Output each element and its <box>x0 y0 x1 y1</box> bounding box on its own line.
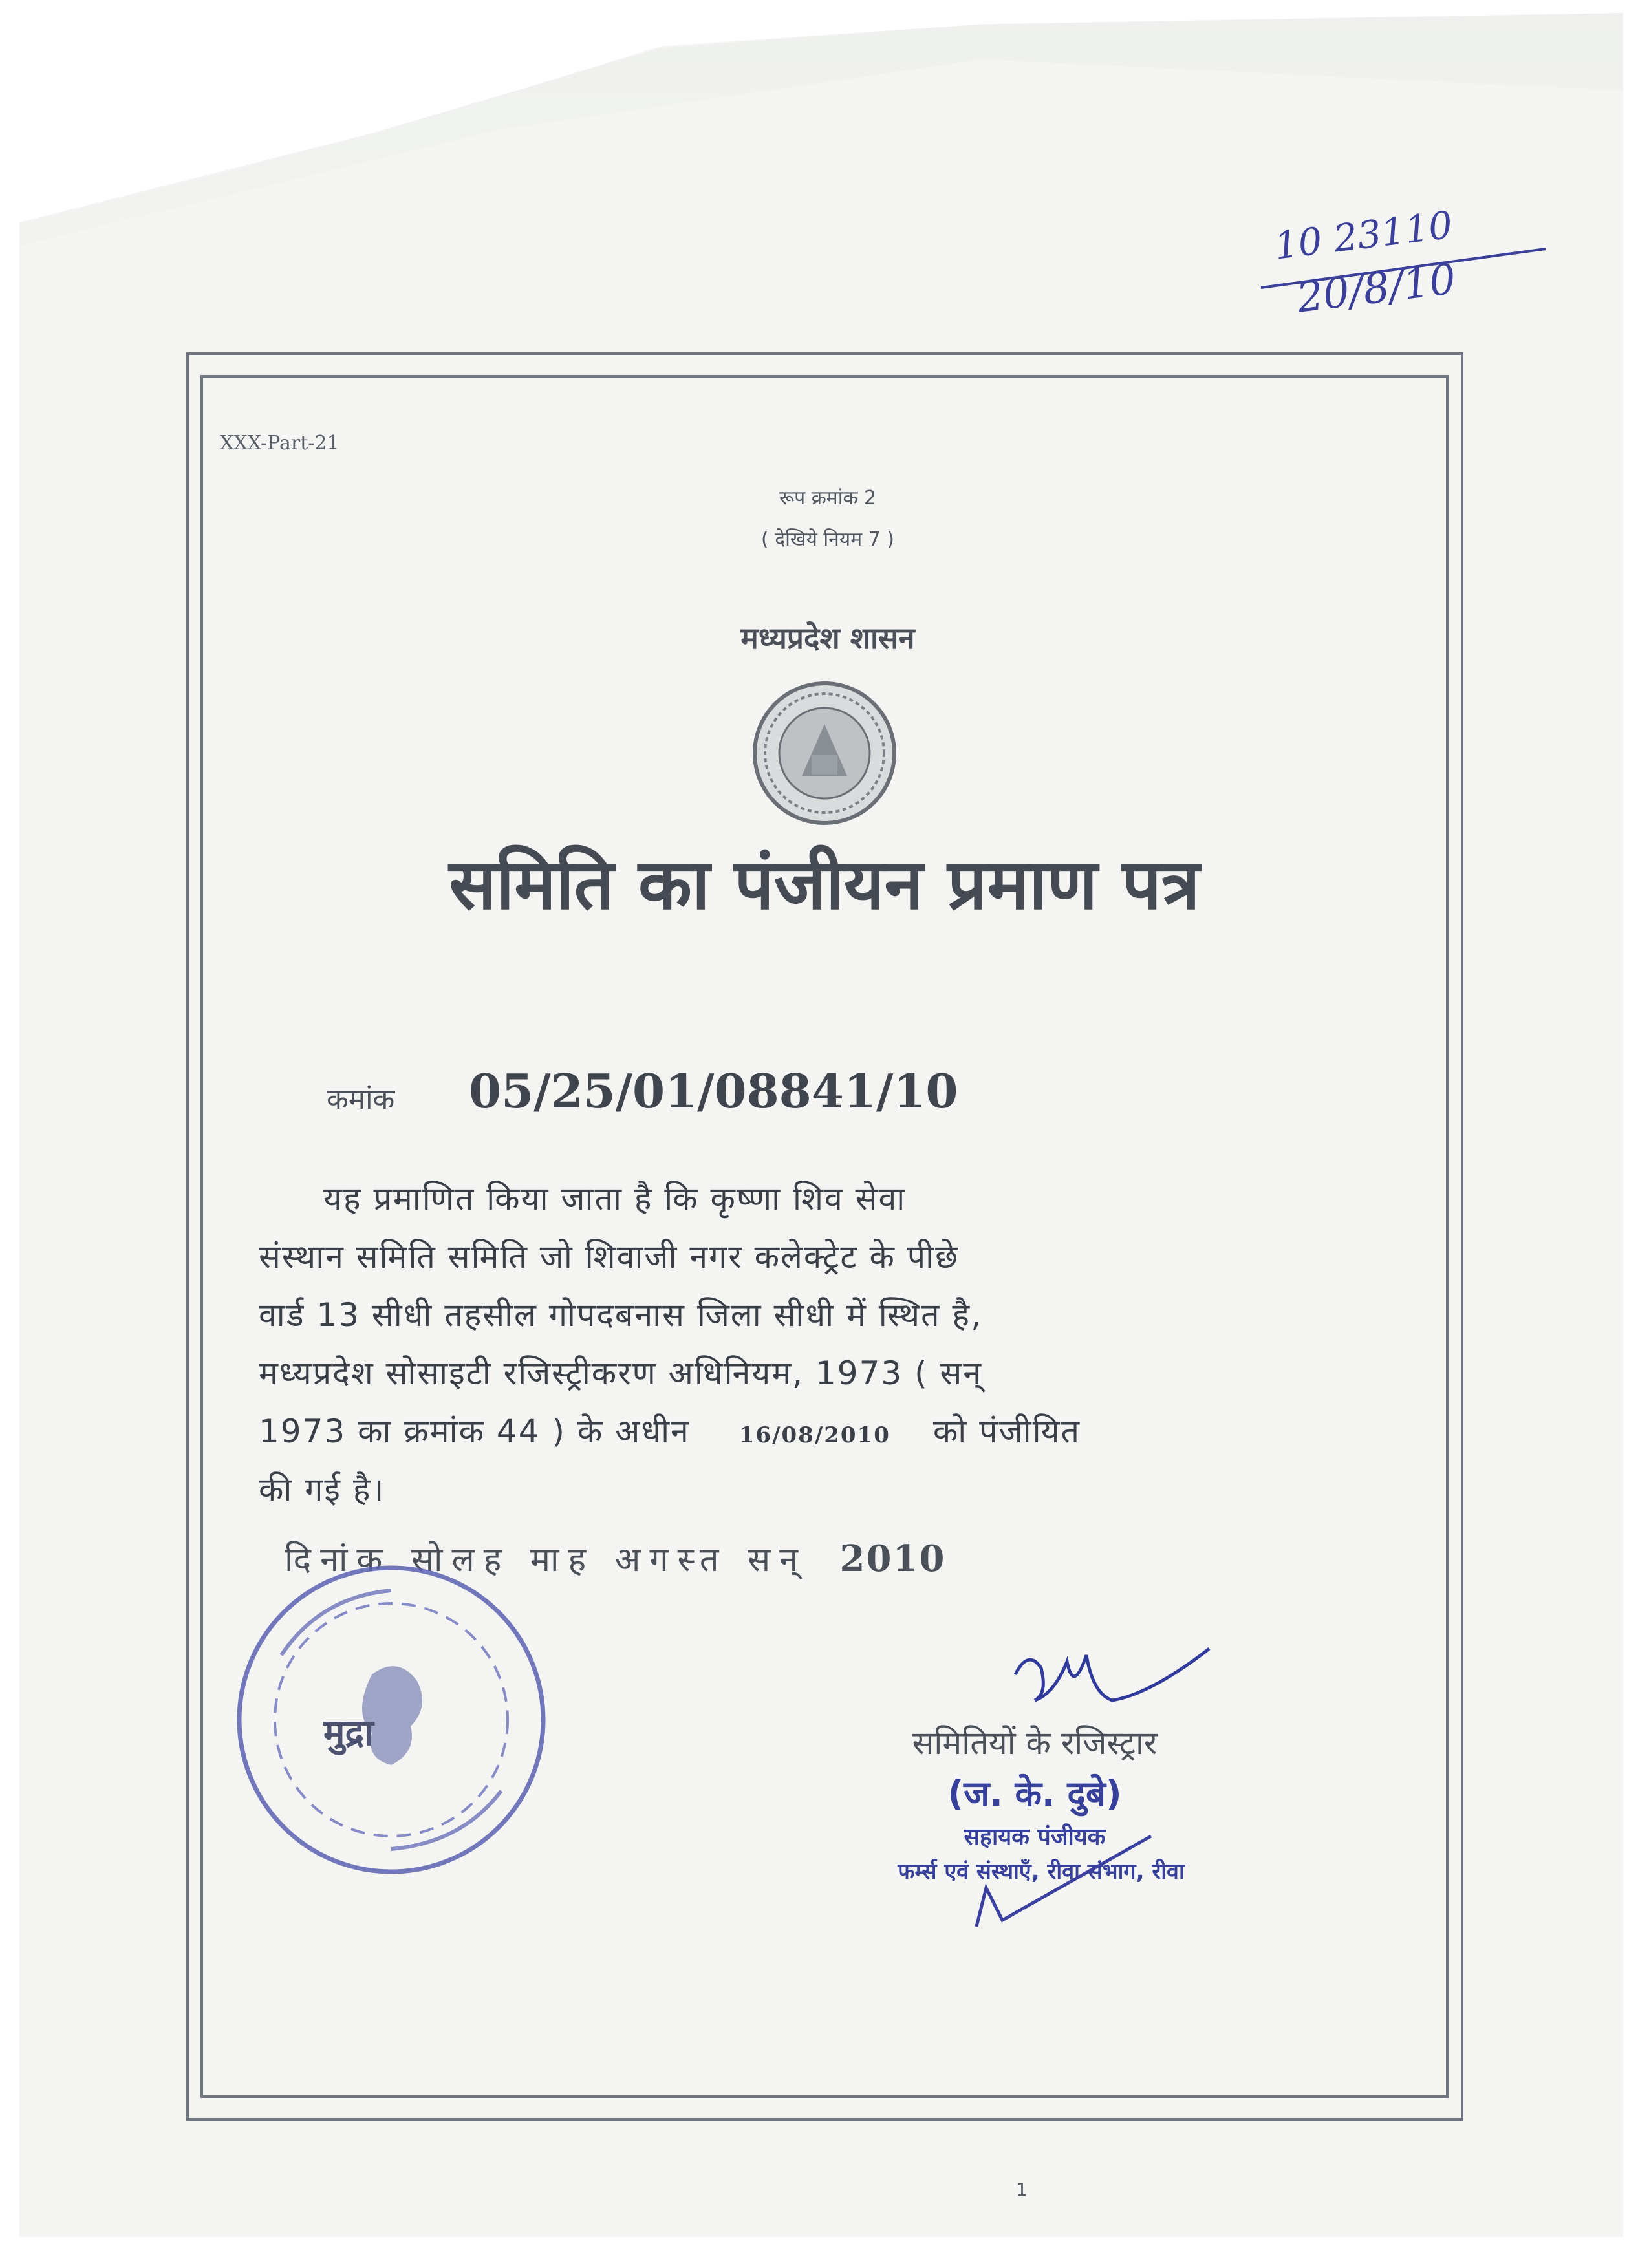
body-line-4: मध्यप्रदेश सोसाइटी रजिस्ट्रीकरण अधिनियम, 1973 ( सन् <box>259 1354 983 1392</box>
signatory-title: सहायक पंजीयक <box>964 1824 1106 1850</box>
registration-number-label: कमांक <box>327 1083 395 1116</box>
registration-date: 16/08/2010 <box>738 1422 890 1448</box>
body-line-3: वार्ड 13 सीधी तहसील गोपदबनास जिला सीधी में स्थित है, <box>259 1296 982 1334</box>
signatory-designation: समितियों के रजिस्ट्रार <box>912 1724 1158 1762</box>
body-line-5 <box>259 1408 1229 1452</box>
page-number: 1 <box>1016 2179 1028 2200</box>
registration-number: 05/25/01/08841/10 <box>469 1064 958 1118</box>
form-number: रूप क्रमांक 2 <box>779 487 877 509</box>
government-heading: मध्यप्रदेश शासन <box>740 621 915 656</box>
signatory-name: (ज. के. दुबे) <box>947 1773 1122 1814</box>
state-emblem-icon <box>750 679 899 828</box>
body-line-2: संस्थान समिति समिति जो शिवाजी नगर कलेक्ट्रेट के पीछे <box>259 1238 960 1276</box>
certificate-title: समिति का पंजीयन प्रमाण पत्र <box>449 844 1200 925</box>
handwritten-ref-line-2: 20/8/10 <box>1294 255 1459 323</box>
signatory-office: फर्म्स एवं संस्थाएँ, रीवा संभाग, रीवा <box>898 1859 1185 1885</box>
rule-reference: ( देखिये नियम 7 ) <box>760 528 895 551</box>
form-code: XXX-Part-21 <box>220 432 339 455</box>
date-line-words: दिनांक सोलह माह अगस्त सन् <box>285 1541 808 1579</box>
official-seal-stamp-icon <box>223 1545 559 1881</box>
body-line-6: की गई है। <box>259 1471 385 1508</box>
stamp-text: मुद्रा <box>323 1712 374 1754</box>
handwritten-reference <box>1248 194 1552 330</box>
date-year: 2010 <box>839 1537 946 1580</box>
handwritten-ref-line-1: 10 23110 <box>1271 202 1455 268</box>
initial-mark <box>957 1823 1164 1940</box>
body-line-1: यह प्रमाणित किया जाता है कि कृष्णा शिव सेवा <box>323 1180 907 1217</box>
body-line-5-start: 1973 का क्रमांक 44 ) के अधीन <box>259 1413 690 1450</box>
body-line-5-end: को पंजीयित <box>932 1413 1081 1450</box>
